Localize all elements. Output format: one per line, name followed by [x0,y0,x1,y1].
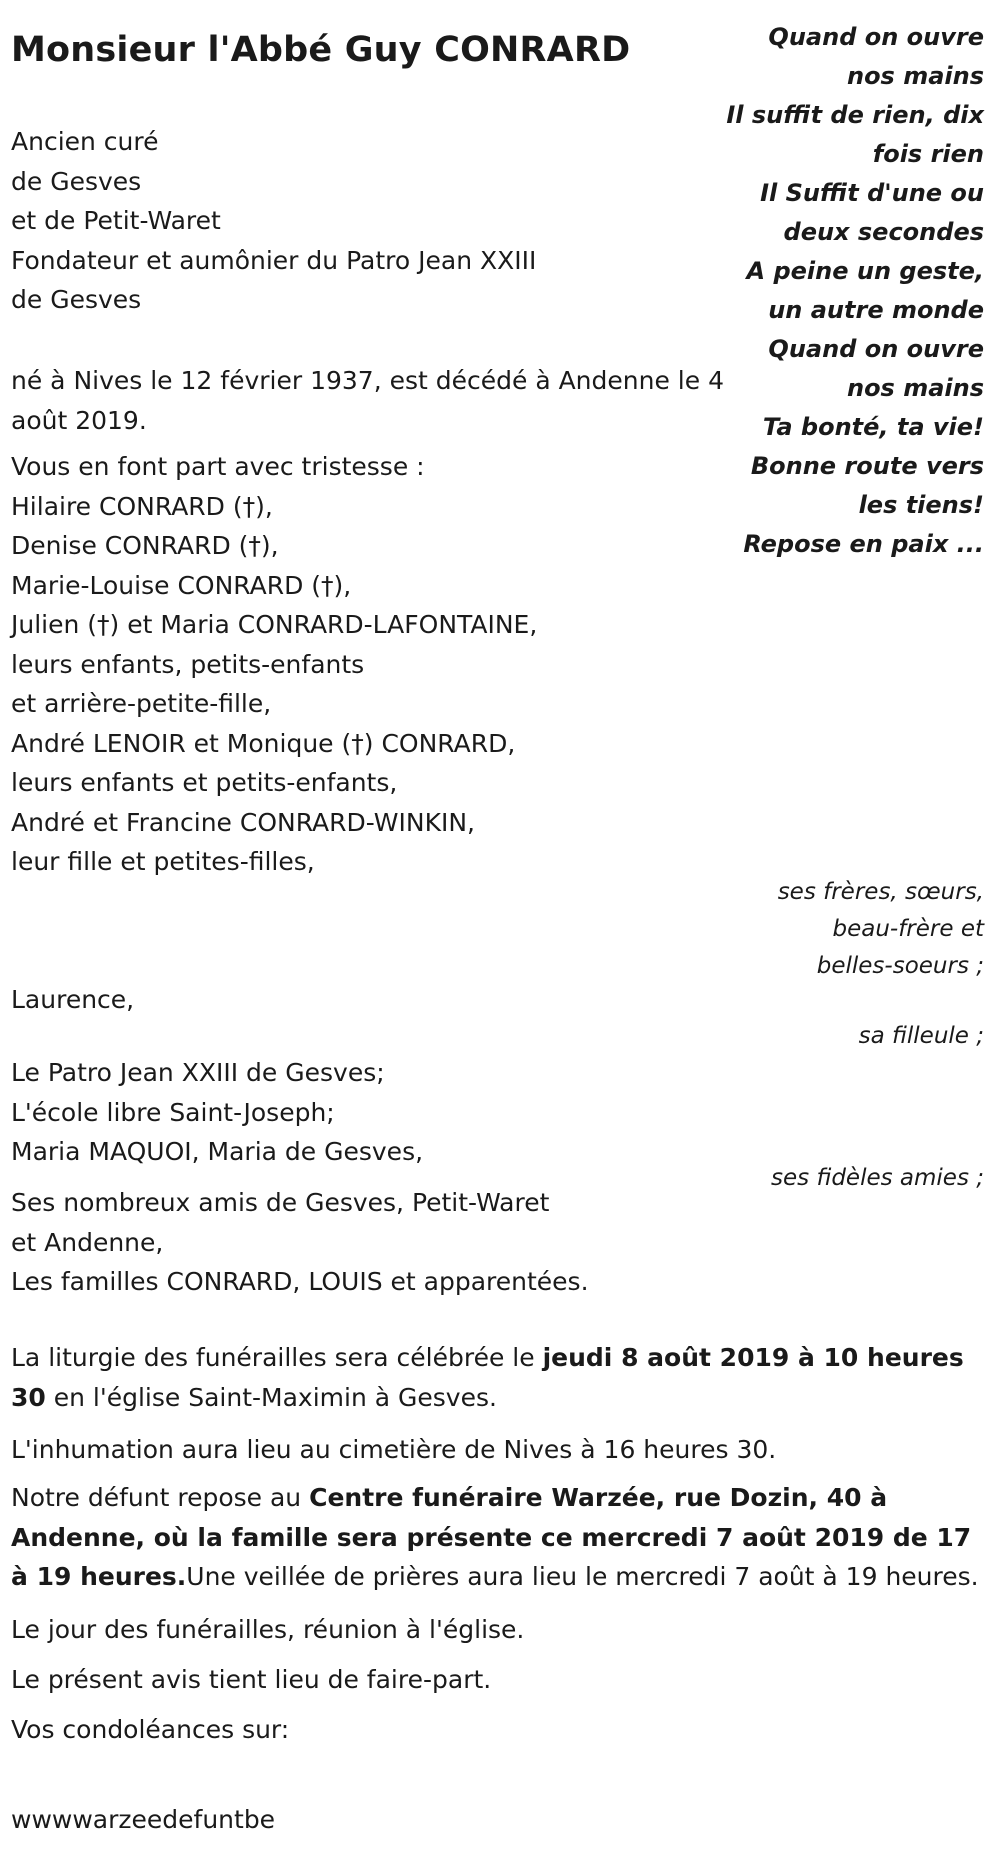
poem-line: un autre monde [768,296,984,324]
function-line: Fondateur et aumônier du Patro Jean XXIII [11,245,537,275]
birth-death-line: né à Nives le 12 février 1937, est décédé à Andenne le 4 [11,366,724,395]
birth-death-line: août 2019. [11,405,147,435]
vigil-text: Une veillée de prières aura lieu le mercredi 7 août à 19 heures. [186,1562,979,1591]
poem-line: nos mains [846,62,984,90]
birth-death-block [11,361,724,440]
meeting-paragraph: Le jour des funérailles, réunion à l'église. [11,1615,525,1644]
poem-line: Bonne route vers [750,452,984,480]
rest-text: Notre défunt repose au [11,1483,310,1512]
function-line: Ancien curé [11,127,159,156]
functions-block [11,122,536,320]
poem-line: les tiens! [858,491,984,519]
family-line: Julien (†) et Maria CONRARD-LAFONTAINE, [11,610,538,639]
others-line: et Andenne, [11,1227,164,1257]
funeral-text: La liturgie des funérailles sera célébrée le [11,1343,543,1372]
role-line: ses frères, sœurs, [777,879,984,905]
role-line: sa filleule ; [858,1023,984,1049]
siblings-role [778,874,984,985]
rest-paragraph [11,1478,991,1597]
poem-line: Ta bonté, ta vie! [762,413,984,441]
function-line: et de Petit-Waret [11,206,221,235]
friend-line: L'école libre Saint-Joseph; [11,1097,335,1127]
friends-role [771,1160,984,1197]
role-line: belles-soeurs ; [816,953,984,979]
function-line: de Gesves [11,166,142,196]
burial-paragraph: L'inhumation aura lieu au cimetière de Nives à 16 heures 30. [11,1435,777,1464]
funeral-date: jeudi 8 août 2019 à 10 heures 30 [11,1343,964,1412]
role-line: beau-frère et [832,916,984,942]
family-line: et arrière-petite-fille, [11,689,272,718]
poem-line: A peine un geste, [746,257,984,285]
role-line: ses fidèles amies ; [771,1165,984,1191]
poem-line: deux secondes [783,218,984,246]
goddaughter-name: Laurence, [11,985,135,1014]
poem-line: nos mains [846,374,984,402]
friend-line: Maria MAQUOI, Maria de Gesves, [11,1137,424,1166]
rest-location: Centre funéraire Warzée, rue Dozin, 40 à Andenne, où la famille sera présente ce mercredi 7 août 2019 de 17 à 19 heures. [11,1483,972,1591]
poem-line: fois rien [872,140,984,168]
others-line: Ses nombreux amis de Gesves, Petit-Waret [11,1188,550,1217]
others-block [11,1183,589,1302]
poem-line: Quand on ouvre [768,335,984,363]
notice-paragraph: Le présent avis tient lieu de faire-part. [11,1665,492,1694]
family-line: Hilaire CONRARD (†), [11,491,273,521]
others-line: Les familles CONRARD, LOUIS et apparentées. [11,1267,589,1296]
poem-line: Repose en paix ... [743,530,984,558]
funeral-place: en l'église Saint-Maximin à Gesves. [45,1382,497,1412]
family-line: André et Francine CONRARD-WINKIN, [11,807,476,837]
family-line: leurs enfants et petits-enfants, [11,768,398,797]
poem-line: Quand on ouvre [768,23,984,51]
friend-line: Le Patro Jean XXIII de Gesves; [11,1058,385,1087]
poem-line: Il suffit de rien, dix [726,101,984,129]
friends-block [11,1053,423,1172]
family-line: leur fille et petites-filles, [11,847,315,876]
poem-line: Il Suffit d'une ou [760,179,984,207]
family-line: André LENOIR et Monique (†) CONRARD, [11,728,516,758]
announcement-intro: Vous en font part avec tristesse : [11,452,425,481]
page-title: Monsieur l'Abbé Guy CONRARD [11,30,631,70]
goddaughter-block [11,980,134,1020]
family-line: leurs enfants, petits-enfants [11,649,365,679]
family-line: Marie-Louise CONRARD (†), [11,570,352,600]
poem [704,18,984,564]
funeral-paragraph [11,1338,991,1417]
goddaughter-role [859,1018,984,1055]
condolences-label: Vos condoléances sur: [11,1715,290,1744]
website-link[interactable]: wwwwarzeedefuntbe [11,1805,276,1834]
function-line: de Gesves [11,285,142,314]
family-block [11,447,537,882]
family-line: Denise CONRARD (†), [11,531,279,560]
